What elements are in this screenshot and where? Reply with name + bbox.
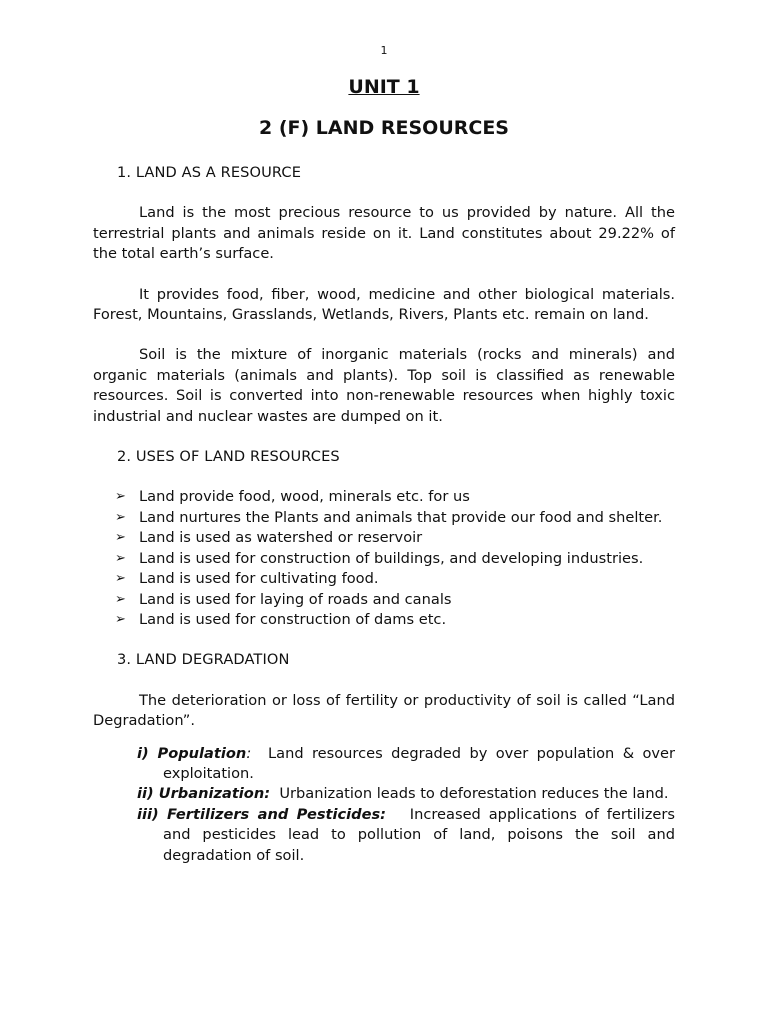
arrowhead-bullet-icon: ➢: [115, 591, 126, 607]
list-item-text: Land is used for construction of dams etc.: [139, 610, 447, 628]
list-item-text: Land is used as watershed or reservoir: [139, 529, 423, 547]
paragraph: It provides food, fiber, wood, medicine and other biological materials. Forest, Mountains, Grasslands, Wetlands, Rivers, Plants etc. remain on land.: [93, 285, 675, 324]
arrowhead-bullet-icon: ➢: [115, 550, 126, 566]
cause-item: [93, 805, 675, 866]
cause-colon: :: [246, 744, 252, 762]
paragraph: The deterioration or loss of fertility or productivity of soil is called “Land Degradation”.: [93, 691, 675, 730]
degradation-causes-list: [93, 744, 675, 866]
list-item-text: Land provide food, wood, minerals etc. for us: [139, 488, 470, 506]
page-number: 1: [380, 44, 388, 57]
cause-label: iii) Fertilizers and Pesticides:: [137, 805, 387, 823]
cause-label: i) Population: [137, 744, 247, 762]
arrowhead-bullet-icon: ➢: [115, 509, 126, 525]
uses-list: [93, 487, 675, 630]
section-heading-land-as-resource: 1. LAND AS A RESOURCE: [117, 164, 302, 181]
document-body: [93, 163, 675, 866]
document-title: 2 (F) LAND RESOURCES: [258, 117, 509, 139]
list-item-text: Land nurtures the Plants and animals that provide our food and shelter.: [139, 508, 663, 526]
list-item: [93, 569, 675, 589]
list-item: [93, 487, 675, 507]
list-item: [93, 508, 675, 528]
cause-text: Land resources degraded by over population & over exploitation.: [163, 744, 676, 782]
paragraph: Land is the most precious resource to us provided by nature. All the terrestrial plants and animals reside on it. Land constitutes about 29.22% of the total earth’s surface.: [93, 204, 675, 263]
arrowhead-bullet-icon: ➢: [115, 611, 126, 627]
list-item-text: Land is used for laying of roads and canals: [139, 590, 452, 608]
section-heading-land-degradation: 3. LAND DEGRADATION: [117, 651, 290, 669]
cause-label: ii) Urbanization:: [137, 785, 271, 803]
cause-text: Increased applications of fertilizers and pesticides lead to pollution of land, poisons the soil and degradation of soil.: [163, 805, 675, 864]
arrowhead-bullet-icon: ➢: [115, 489, 126, 505]
arrowhead-bullet-icon: ➢: [115, 530, 126, 546]
list-item: [93, 528, 675, 548]
cause-text: Urbanization leads to deforestation reduces the land.: [279, 785, 669, 803]
cause-item: [93, 784, 675, 804]
unit-title: UNIT 1: [348, 76, 420, 98]
list-item: [93, 610, 675, 630]
list-item: [93, 590, 675, 610]
section-heading-uses-of-land: 2. USES OF LAND RESOURCES: [117, 448, 340, 466]
list-item: [93, 549, 675, 569]
arrowhead-bullet-icon: ➢: [115, 571, 126, 587]
list-item-text: Land is used for construction of buildings, and developing industries.: [139, 549, 644, 567]
list-item-text: Land is used for cultivating food.: [139, 570, 379, 588]
paragraph: Soil is the mixture of inorganic materials (rocks and minerals) and organic materials (animals and plants). Top soil is classified as renewable resources. Soil is converted into non-renewable resources when highly toxic industrial and nuclear wastes are dumped on it.: [93, 346, 675, 425]
cause-item: [93, 744, 675, 785]
